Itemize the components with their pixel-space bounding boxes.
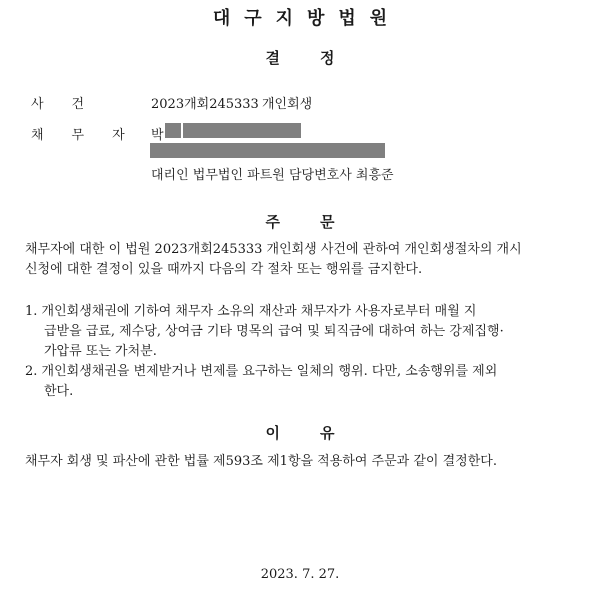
redaction-block	[150, 143, 385, 158]
order-item-line: 2. 개인회생채권을 변제받거나 변제를 요구하는 일체의 행위. 다만, 소송행위를 제외	[25, 364, 498, 379]
order-item-line: 급받을 급료, 제수당, 상여금 기타 명목의 급여 및 퇴직금에 대하여 하는 강제집행·	[44, 324, 504, 339]
order-item-line: 가압류 또는 가처분.	[44, 344, 157, 359]
case-number: 2023개회245333	[151, 97, 259, 112]
debtor-label: 채무자	[31, 128, 153, 143]
redaction-block	[183, 123, 301, 138]
redaction-block	[165, 123, 181, 138]
decision-date: 2023. 7. 27.	[260, 567, 340, 582]
case-label: 사건	[31, 97, 113, 112]
order-intro-line: 채무자에 대한 이 법원 2023개회245333 개인회생 사건에 관하여 개인회생절차의 개시	[25, 242, 522, 257]
debtor-name: 박	[151, 128, 164, 143]
debtor-agent: 대리인 법무법인 파트원 담당변호사 최흥준	[151, 168, 394, 183]
reason-title: 이유	[265, 424, 375, 442]
case-type: 개인회생	[262, 97, 313, 112]
document-type-title: 결정	[265, 49, 375, 67]
order-title: 주문	[265, 213, 375, 231]
reason-text: 채무자 회생 및 파산에 관한 법률 제593조 제1항을 적용하여 주문과 같이 결정한다.	[25, 454, 497, 469]
order-item-line: 한다.	[44, 384, 74, 399]
court-name: 대구지방법원	[212, 8, 402, 29]
order-intro-line: 신청에 대한 결정이 있을 때까지 다음의 각 절차 또는 행위를 금지한다.	[25, 262, 423, 277]
order-item-line: 1. 개인회생채권에 기하여 채무자 소유의 재산과 채무자가 사용자로부터 매월 지	[25, 304, 477, 319]
